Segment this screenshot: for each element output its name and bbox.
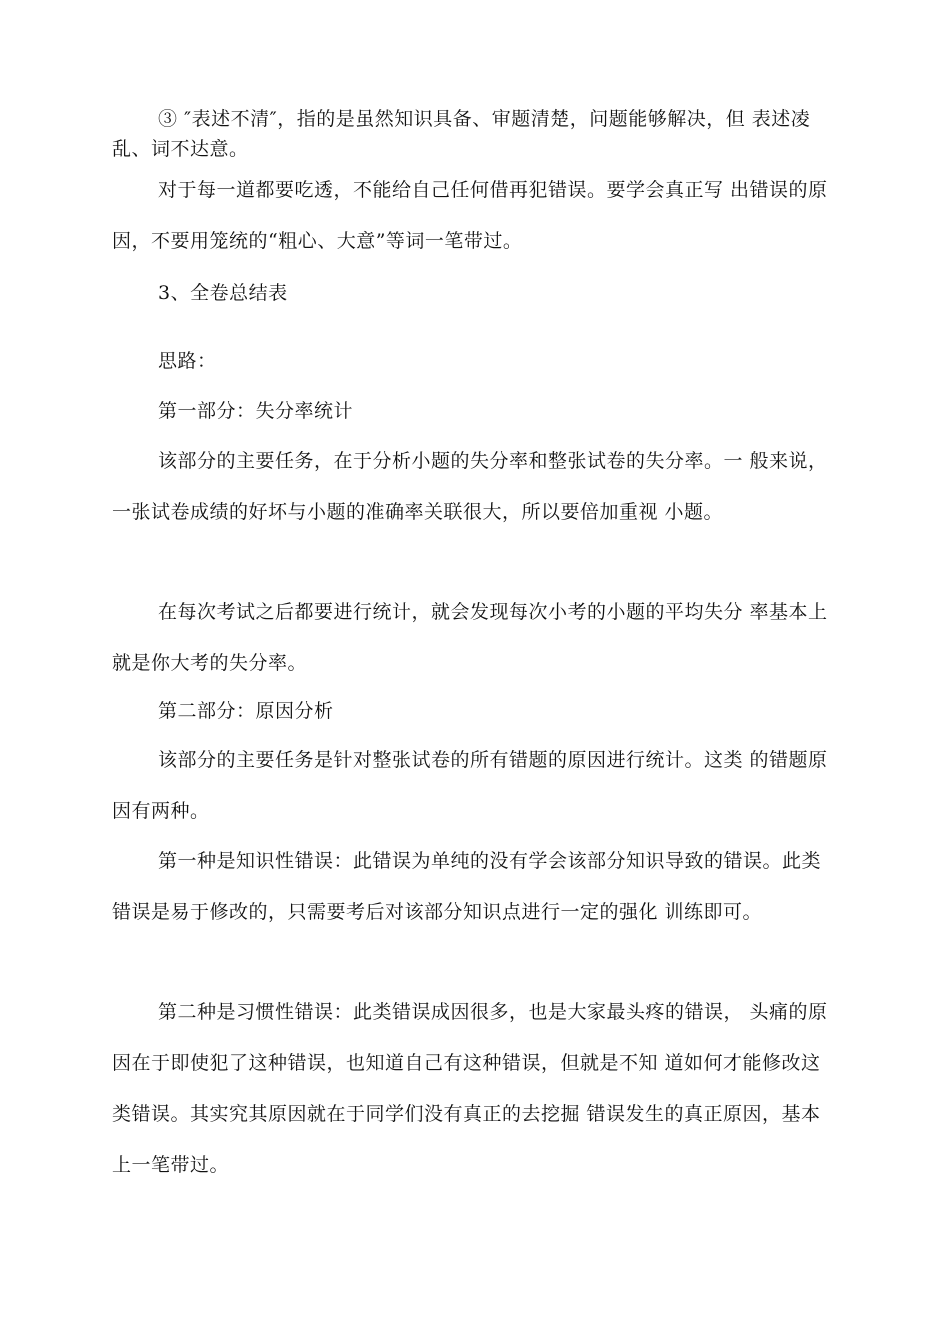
- section-heading-summary-table: 3、全卷总结表: [158, 282, 288, 304]
- paragraph-statistics: 在每次考试之后都要进行统计，就会发现每次小考的小题的平均失分 率基本上就是你大考的失分率。: [112, 601, 828, 674]
- paragraph-knowledge-errors: 第一种是知识性错误：此错误为单纯的没有学会该部分知识导致的错误。此类错误是易于修改的，只需要考后对该部分知识点进行一定的强化 训练即可。: [112, 850, 822, 923]
- heading-part-two: 第二部分：原因分析: [158, 700, 334, 722]
- paragraph-part-one-task: 该部分的主要任务，在于分析小题的失分率和整张试卷的失分率。一 般来说，一张试卷成绩的好坏与小题的准确率关联很大，所以要倍加重视 小题。: [112, 450, 828, 523]
- paragraph-approach: 思路：: [158, 350, 217, 372]
- paragraph-habit-errors: 第二种是习惯性错误：此类错误成因很多，也是大家最头疼的错误， 头痛的原因在于即使犯了这种错误，也知道自己有这种错误，但就是不知 道如何才能修改这类错误。其实究其原因就在于同学们没有真正的去挖掘 错误发生的真正原因，基本上一笔带过。: [112, 1001, 828, 1176]
- paragraph-understand-errors: 对于每一道都要吃透，不能给自己任何借再犯错误。要学会真正写 出错误的原因，不要用笼统的“粗心、大意”等词一笔带过。: [112, 179, 828, 252]
- heading-part-one: 第一部分：失分率统计: [158, 400, 354, 422]
- paragraph-expression-unclear: ③ ″表述不清″，指的是虽然知识具备、审题清楚，问题能够解决，但 表述凌乱、词不达意。: [112, 108, 811, 160]
- paragraph-part-two-task: 该部分的主要任务是针对整张试卷的所有错题的原因进行统计。这类 的错题原因有两种。: [112, 749, 828, 822]
